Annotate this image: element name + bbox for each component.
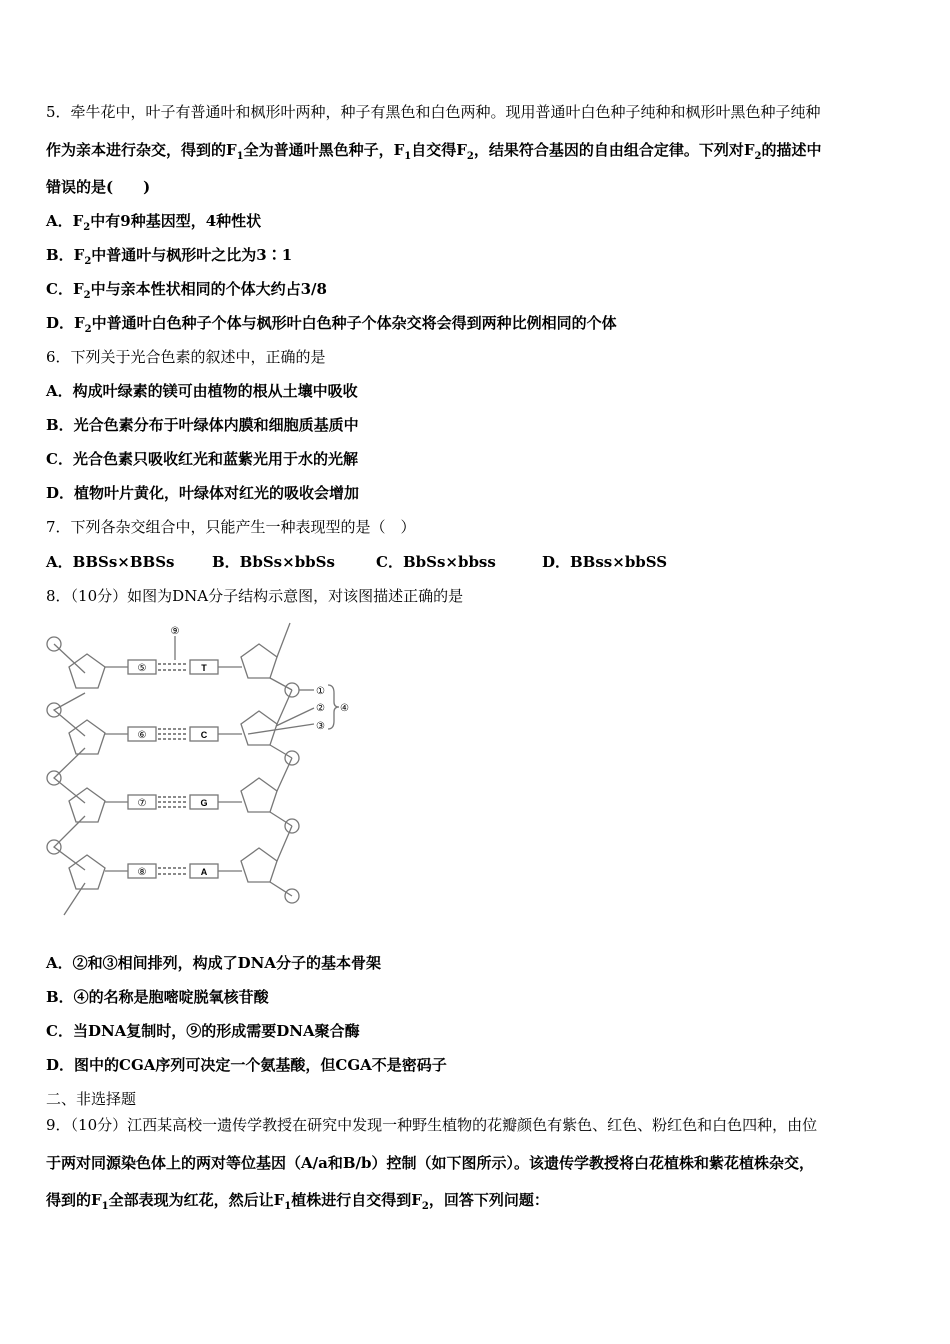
q7-option-b: B．BbSs×bbSs (212, 553, 335, 571)
q7-option-a: A．BBSs×BBSs (46, 553, 175, 571)
label-1: ① (316, 686, 325, 697)
brace-4 (328, 685, 339, 729)
q8-option-c: C．当DNA复制时，⑨的形成需要DNA聚合酶 (46, 1022, 360, 1040)
q7-stem: 7．下列各杂交组合中，只能产生一种表现型的是（ ） (46, 518, 416, 536)
q8-option-b: B．④的名称是胞嘧啶脱氧核苷酸 (46, 988, 269, 1006)
q7-option-d: D．BBss×bbSS (542, 553, 668, 571)
right-sugar-3 (241, 778, 277, 812)
q5-stem-line3: 错误的是( ) (46, 178, 151, 196)
q9-stem-line2: 于两对同源染色体上的两对等位基因（A/a和B/b）控制（如下图所示）。该遗传学教授将白花植株和紫花植株杂交， (46, 1154, 814, 1172)
left-backbone-lines (54, 644, 85, 915)
label-8: ⑧ (137, 867, 147, 878)
right-sugar-1 (241, 644, 277, 678)
label-4: ④ (340, 703, 349, 714)
section-title: 二、非选择题 (46, 1090, 137, 1108)
q6-option-a: A．构成叶绿素的镁可由植物的根从土壤中吸收 (46, 382, 358, 400)
dna-structure-diagram (40, 618, 370, 923)
base-c-label: C (200, 730, 208, 740)
q5-option-b: B．$F_2$中普通叶与枫形叶之比为3∶1 (46, 246, 293, 267)
q6-option-d: D．植物叶片黄化，叶绿体对红光的吸收会增加 (46, 484, 360, 502)
q6-option-c: C．光合色素只吸收红光和蓝紫光用于水的光解 (46, 450, 358, 468)
base-t-label: T (201, 663, 207, 673)
label-9: ⑨ (170, 626, 180, 637)
q5-stem-line2: 作为亲本进行杂交，得到的$F_1$全为普通叶黑色种子，$F_1$自交得$F_2$，结果符合基因的自由组合定律。下列对$F_2$的描述中 (46, 141, 822, 162)
label-5: ⑤ (137, 663, 147, 674)
left-sugar-4 (69, 855, 105, 889)
left-sugar-2 (69, 720, 105, 754)
base-g-label: G (200, 798, 208, 808)
q8-option-a: A．②和③相间排列，构成了DNA分子的基本骨架 (46, 954, 381, 972)
right-sugar-2 (241, 711, 277, 745)
q9-stem-line3: 得到的$F_1$全部表现为红花，然后让$F_1$植株进行自交得到$F_2$，回答下列问题： (46, 1191, 549, 1212)
q7-option-c: C．BbSs×bbss (376, 553, 496, 571)
q6-stem: 6．下列关于光合色素的叙述中，正确的是 (46, 348, 326, 366)
label-2: ② (316, 703, 325, 714)
right-backbone-lines (270, 623, 292, 896)
label-6: ⑥ (137, 730, 147, 741)
q5-option-c: C．$F_2$中与亲本性状相同的个体大约占3/8 (46, 280, 327, 301)
right-sugar-4 (241, 848, 277, 882)
q5-stem-line1: 5．牵牛花中，叶子有普通叶和枫形叶两种，种子有黑色和白色两种。现用普通叶白色种子纯种和枫形叶黑色种子纯种 (46, 103, 821, 121)
q5-option-d: D．$F_2$中普通叶白色种子个体与枫形叶白色种子个体杂交将会得到两种比例相同的个体 (46, 314, 617, 335)
q9-stem-line1: 9．（10分）江西某高校一遗传学教授在研究中发现一种野生植物的花瓣颜色有紫色、红色、粉红色和白色四种，由位 (46, 1116, 818, 1134)
base-a-label: A (200, 867, 208, 877)
left-sugar-1 (69, 654, 105, 688)
label-3: ③ (316, 721, 325, 732)
q5-option-a: A．$F_2$中有9种基因型，4种性状 (46, 212, 262, 233)
label-7: ⑦ (137, 798, 147, 809)
left-sugar-3 (69, 788, 105, 822)
q8-option-d: D．图中的CGA序列可决定一个氨基酸，但CGA不是密码子 (46, 1056, 447, 1074)
q6-option-b: B．光合色素分布于叶绿体内膜和细胞质基质中 (46, 416, 359, 434)
q8-stem: 8．（10分）如图为DNA分子结构示意图，对该图描述正确的是 (46, 587, 464, 605)
